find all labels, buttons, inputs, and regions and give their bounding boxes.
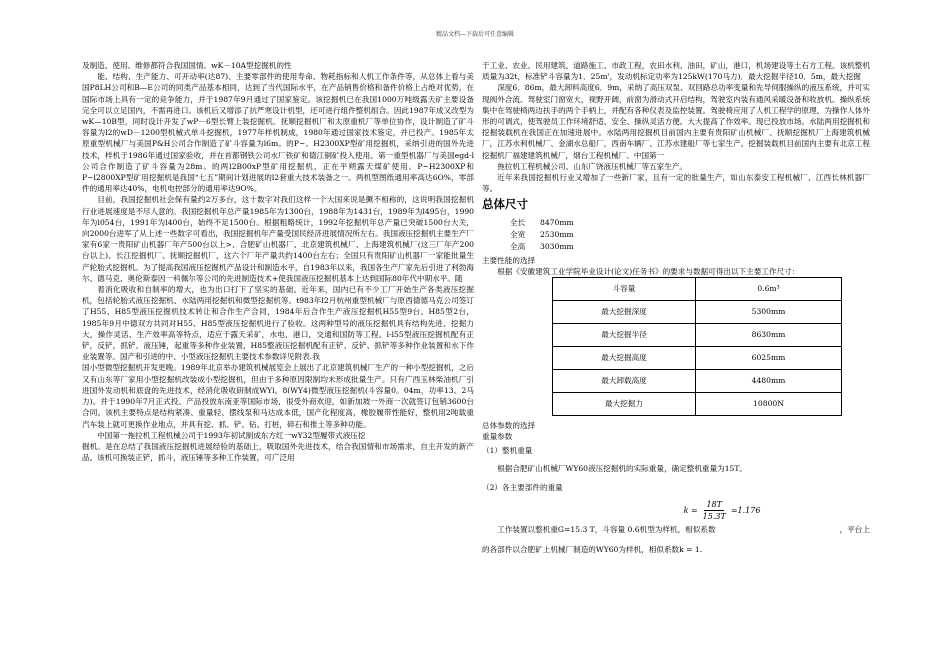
spec-row: [553, 370, 842, 393]
spec-row: [553, 301, 842, 324]
paragraph: 于工业、农业、民用建筑，道路施工、市政工程，农田水利、油田，矿山，港口，机场建设等土石方工程。该机整机质量为32t，标准铲斗容量为1．25m'，发动机标定功率为125kW(170马力)．最大挖掘半径10．5m，最大挖掘: [482, 61, 870, 82]
weight-param: 重量参数: [482, 432, 513, 442]
formula-denominator: 15.3T: [702, 512, 726, 522]
spec-value: 8630mm: [696, 324, 842, 347]
paragraph: 近年来我国挖掘机行业又增加了一些新厂家，且有一定的批量生产，如山东泰安工程机械厂、江西长林机器厂等。: [482, 173, 870, 194]
right-column: [482, 60, 870, 555]
paragraph: 中国第一拖拉机工程机械公司于1993年初试制成东方红一wY32型履带式液压挖: [97, 430, 366, 440]
final-text: 的各部件以合肥矿上机械厂制造的WY60为样机，相似系数k = 1.: [482, 544, 703, 554]
work-device-text: 工作装置以整机重G=15.3 T，斗容量 0.6机型为样机，相似系数: [497, 525, 716, 535]
item1-heading: （1）整机重量: [482, 446, 533, 456]
dimension-row: [482, 217, 870, 229]
formula-numerator: 18T: [704, 499, 724, 511]
dimension-label: 全长: [510, 217, 526, 227]
section-title: 总体尺寸: [482, 199, 528, 212]
work-device-tail: ，平台上: [839, 525, 870, 535]
spec-row: [553, 393, 842, 416]
dimension-value: 2530mm: [540, 229, 574, 239]
paragraph: 国小型微型挖掘机开发更晚。1989年北京举办建筑机械展览会上展出了北京建筑机械厂生产的一种小型挖掘机，之后又有山东等厂家用小型挖掘机改装成小型挖掘机，但由于多种原因限制均未形成批量生产。只有广西玉林柴油机厂引进国外发动机和底盘的先进技术，经消化吸收研制成WYl。8(WY4)微型液压挖掘机(斗容量0。04m，功率13。2马力)。并于1990年7月正式投。产品投放东南亚等国际市场，很受外商欢迎，如新加坡一外商一次就签订包销3600台合同。该机主要特点是结构紧凑、重量轻、摆线泵和马达成本低，国产化程度高，橡胶履带性能好，整机用2吨载重汽车装上就可更换作业地点，并具有挖、抓、铲、钻、打桩，碎石和推土等多种功能。: [82, 363, 474, 429]
formula-lhs: k =: [683, 506, 698, 516]
work-device-line: [482, 524, 870, 535]
paragraph: 目前，我国挖掘机社会保有量约2万多台，这十数字对我们这样一个大国来说是撅不相称的，这说明我国挖掘机行业进展速度是不尽人意的。我国挖掘机年总产量1985年为1300台，1988年为1431台，1989年为l495台，1990年为l054台，1991年为l400台，始终不足1500台。根据粗略统计，1992年挖掘机年总产量已突破1500台大关，向2000台进军了从上述一些数字可看出，我国挖掘机年产量受国民经济进展情况所左右。我国液压挖掘机主要生产厂家有6家一贵阳矿山机器厂年产500台以上>、合肥矿山机器厂、北京建筑机械厂、上海建筑机械厂(这三厂年产200台以上)、长江挖掘机厂、抚顺挖掘机厂，这六个厂年产量共约1400台左右；全国只有贵阳矿山机器厂一家能批量生产轮胎式挖掘机。为了提高我国液压挖掘机产品设计和制造水平，自1983年以来，我国各生产厂家先后引进了利勃海尔、德马克、奥伦斯泰因一科佩尔等公司的先进制造技术+使我国液压挖掘机基本上达到国际80年代中期水平。随: [82, 195, 474, 283]
dimension-label: 全宽: [510, 229, 526, 239]
param-select: 总体参数的选择: [482, 421, 536, 431]
spec-value: 4480mm: [696, 370, 842, 393]
item1-text: 根据合肥矿山机械厂WY60液压挖掘机的实际重量，确定整机重量为15T。: [497, 463, 748, 473]
formula-fraction: [701, 499, 728, 522]
dimension-label: 全高: [510, 241, 526, 251]
spec-value: 0.6m³: [696, 278, 842, 301]
spec-value: 10800N: [696, 393, 842, 416]
page-header: 精品文档---下载后可任意编辑: [435, 31, 515, 38]
spec-label: 斗容量: [553, 278, 696, 301]
spec-row: [553, 347, 842, 370]
dimension-row: [482, 241, 870, 253]
right-paragraphs: [482, 60, 870, 194]
spec-label: 最大挖掘深度: [553, 301, 696, 324]
similarity-formula: [574, 499, 870, 522]
spec-value: 6025mm: [696, 347, 842, 370]
paragraph: 深度6．86m，最大卸料高度6．9m，采纳了高压双泵、双回路总功率变量和先导伺服操纵的液压系统，并可实现阀外合流。驾驶室门窗宽大，视野开阔，前窗为滑动式开启结构，驾驶室内装有通风采暖设备和收放机。操纵系统集中在驾驶椅两边扶手的两个手柄上，并配有各种仪表及监控装置。驾驶椅应用了人机工程学的原理，为操作人体外形的可调式，使驾驶员工作环境舒适、安全、操纵灵活方便。大大提高了作效率。现已投放市场。水陆两用挖掘机和挖掘装载机在我国正在加速进展中。水陆两用挖掘机目前国内主要有贵阳矿山机械厂、抚顺挖掘机厂上海建筑机械厂，江苏水利机械厂、金湖水总船厂，西南车辆厂、江苏水建船厂等七家生产。挖掘装载机目前国内主要有北京工程挖掘机厂福建建筑机械厂，烟台工程机械厂、中国第一: [482, 83, 870, 160]
paragraph: 掘机。是在总结了我国液压挖掘机进展经验的基础上，吸取国外先进技术，结合我国情和市场需求，自主开发的新产品。该机可换装正铲，抓斗，液压锤等多种工作装置，可广泛用: [82, 441, 474, 463]
specs-table: [552, 277, 842, 416]
spec-label: 最大挖掘半径: [553, 324, 696, 347]
paragraph: 着消化吸收和自制率的增大，也为出口打下了坚实的基础。近年来，国内已有不少工厂开始生产各类液压挖掘机，包括轮胎式液压挖掘机、水陆两用挖掘机和微型挖掘机等。t983年l2月杭州重型机械厂与原西德德马克公司签订了H55、H85型液压挖掘机技术转让和合作生产合同，1984年后合作生产液压挖掘机H55型9台、H85型2台，1985年9月中德双方共同对H55、H85型液压挖掘机进行了验收。这两种型号的液压挖掘机具有结构先进、挖掘力大，操作灵活、生产效率高等特点，适应于露天采矿，水电，港口，交通和国防等工程。l-l55型液压挖掘机配有正铲，反铲，抓铲、液压锤，起重等多种作业装置，H85整液压挖掘机配有正铲、反铲、抓铲等多种作业装置和水下作业装置等。国产和引进的中、小型液压挖掘机主要技术参数详见附表.我: [82, 285, 474, 362]
spec-label: 最大挖掘力: [553, 393, 696, 416]
item2-heading: （2）各主要部件的重量: [482, 482, 563, 492]
spec-row: [553, 278, 842, 301]
paragraph: 能、结构、生产能力、可开动率(达87)、主要零部件的使用寿命、物耗指标和人机工作条件等，从总体上看与美国P8LH公司和B—E公司的同类产品基本相同，达到了当代国际水平，在产品销售价格和备件价格上占绝对优势，在国际市场上具有一定的竞争能力，并于1987年9月通过了国家鉴定。该挖掘机已在我国1000万吨级露天矿主要设备完全可以立足国内，不需再进口。该机后又增添了抗严寒设计机型，还可进行组件整机组合。因此1987年成又改型为wK—10B型，同时设计开发了wP－6型长臂上装挖掘机。抚顺挖掘机厂和太原重机厂等单位协作，设计制造了矿斗容量为l2的wD－1200型机械式单斗挖掘机，1977年样机制成，1980年通过国家技术鉴定，并已投产。1985年太原重型机械厂与美国P&H公司合作制造了矿斗容量为l6m。的P~。H2300XP型矿用挖掘机，采纳引进的国外先进技术，样机于1986年通过国家验收，并在首都钢铁公司水厂铁矿和德江铜矿投入使用。第一重型机器厂与美国egd-l公司合作制造了矿斗容量为28m。的两l2B00xP型矿用挖掘机，正在平朔露天煤矿使用。P~H2300XP和P~l2800XP型矿用挖掘机是我国“七五”期间计划进展的l2套重大技术装备之一。两机型图纸通用率高达6O%，零部件的通用率达40%，电机电控部分的通用率达9O%。: [82, 72, 474, 194]
formula-rhs: =1.176: [730, 506, 761, 516]
dimension-value: 8470mm: [540, 217, 574, 227]
spec-row: [553, 324, 842, 347]
dimensions-list: [482, 217, 870, 253]
spec-value: 5300mm: [696, 301, 842, 324]
perf-intro: 主要性能的选择: [482, 255, 536, 265]
spec-label: 最大挖掘高度: [553, 347, 696, 370]
paragraph: 及制造、使用、维修都符合我国国情。wK－10A型挖掘机的性: [82, 61, 292, 70]
dimension-value: 3030mm: [540, 241, 574, 251]
left-column: [82, 60, 474, 463]
spec-label: 最大卸载高度: [553, 370, 696, 393]
perf-basis: 根据《安徽建筑工业学院毕业设计(论文)任务书》的要求与数据可得出以下主要工作尺寸：: [497, 266, 800, 276]
dimension-row: [482, 229, 870, 241]
paragraph: 拖拉机工程机械公司、山东广饶液压机械厂等五家生产。: [497, 161, 688, 171]
